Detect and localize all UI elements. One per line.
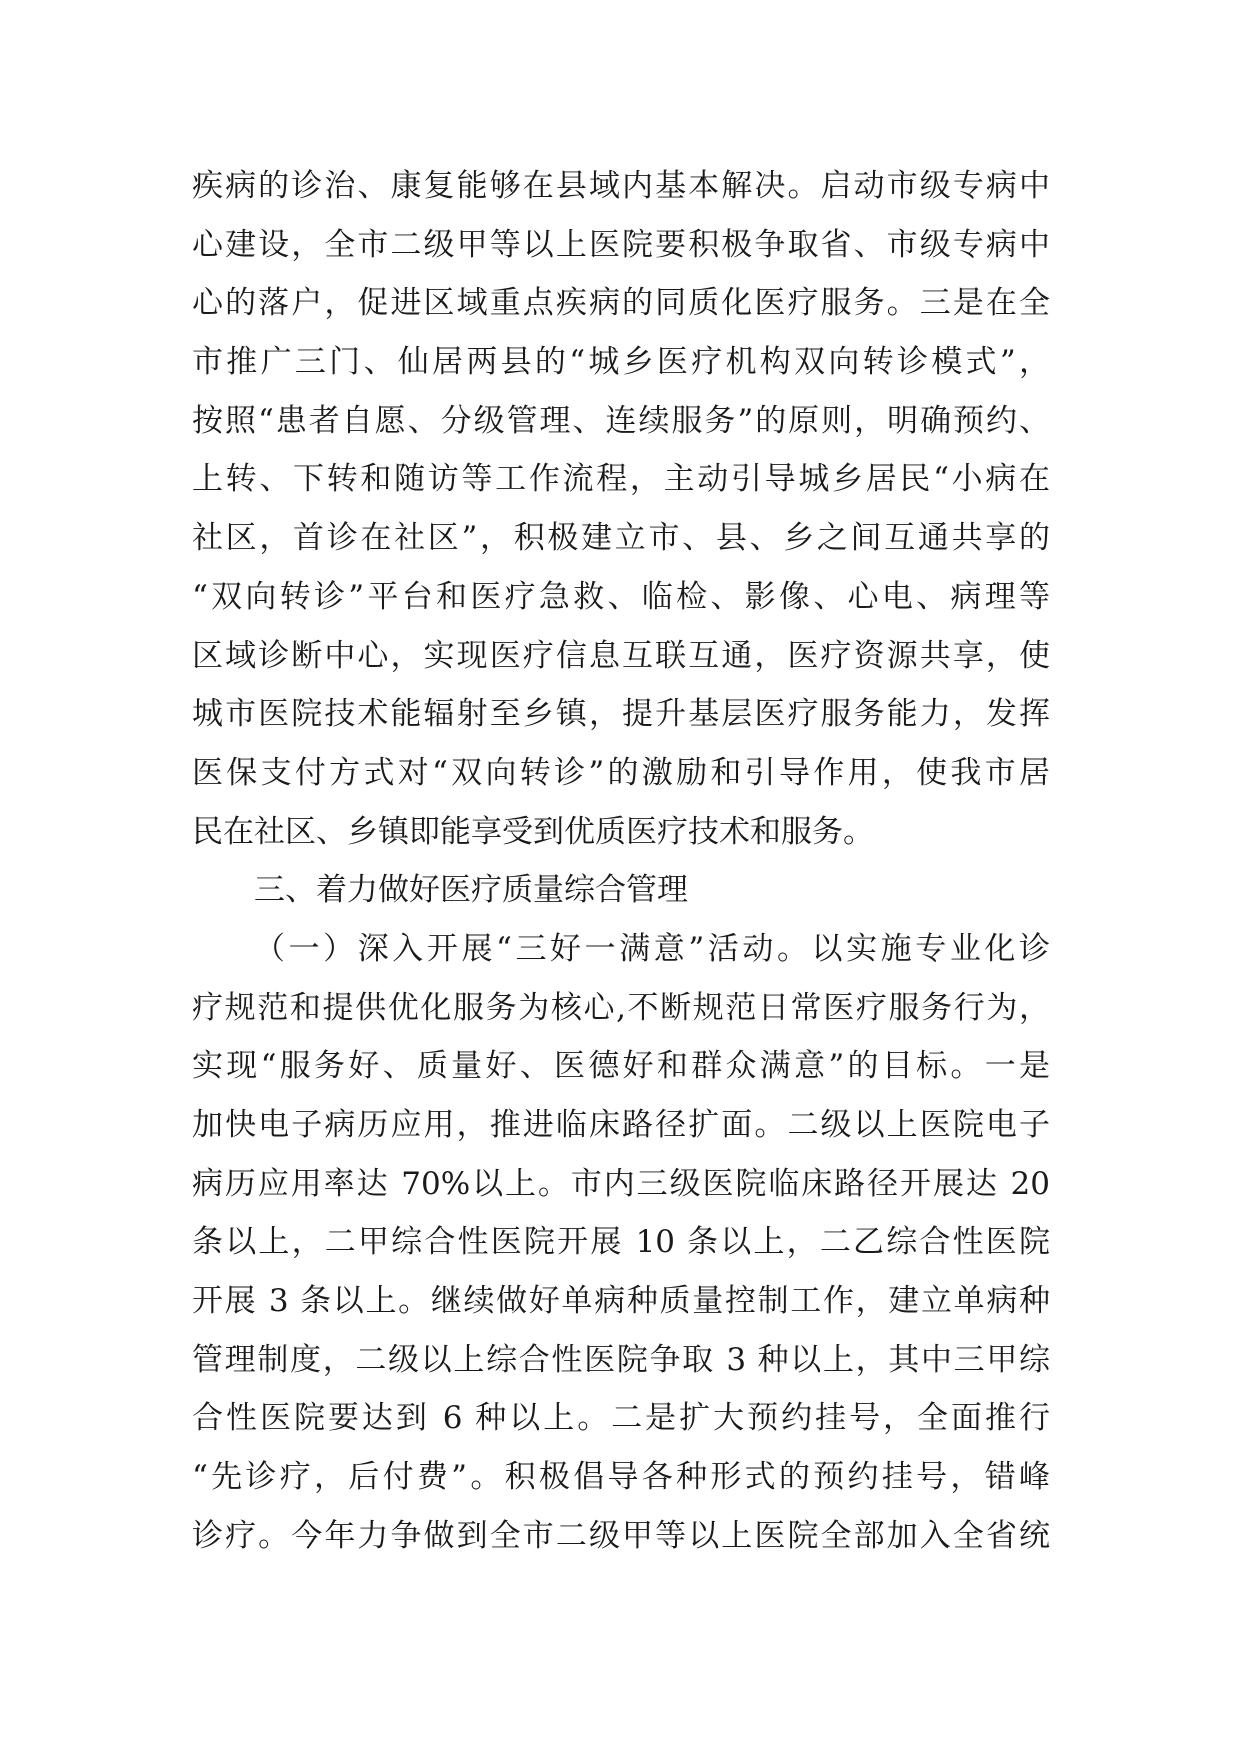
text-line: 三、着力做好医疗质量综合管理: [254, 872, 688, 909]
text-line: “先诊疗，后付费”。积极倡导各种形式的预约挂号，错峰: [192, 1459, 1050, 1496]
text-line: 疾病的诊治、康复能够在县域内基本解决。启动市级专病中: [192, 168, 1050, 204]
text-line: 条以上，二甲综合性医院开展 10 条以上，二乙综合性医院: [192, 1224, 1050, 1261]
text-line: 合性医院要达到 6 种以上。二是扩大预约挂号，全面推行: [192, 1400, 1050, 1437]
text-line: “双向转诊”平台和医疗急救、临检、影像、心电、病理等: [192, 578, 1050, 615]
body-text: [192, 157, 1050, 1566]
text-line: 心的落户，促进区域重点疾病的同质化医疗服务。三是在全: [192, 285, 1050, 322]
text-line: 实现“服务好、质量好、医德好和群众满意”的目标。一是: [192, 1048, 1050, 1085]
text-line: 民在社区、乡镇即能享受到优质医疗技术和服务。: [192, 813, 874, 850]
text-line: （一）深入开展“三好一满意”活动。以实施专业化诊: [254, 930, 1050, 967]
text-line: 按照“患者自愿、分级管理、连续服务”的原则，明确预约、: [192, 402, 1050, 439]
text-line: 诊疗。今年力争做到全市二级甲等以上医院全部加入全省统: [192, 1517, 1050, 1554]
text-line: 上转、下转和随访等工作流程，主动引导城乡居民“小病在: [192, 461, 1050, 498]
text-line: 加快电子病历应用，推进临床路径扩面。二级以上医院电子: [192, 1107, 1050, 1143]
text-line: 管理制度，二级以上综合性医院争取 3 种以上，其中三甲综: [192, 1341, 1050, 1378]
text-line: 区域诊断中心，实现医疗信息互联互通，医疗资源共享，使: [192, 637, 1050, 674]
text-line: 病历应用率达 70%以上。市内三级医院临床路径开展达 20: [192, 1165, 1050, 1202]
text-line: 市推广三门、仙居两县的“城乡医疗机构双向转诊模式”，: [192, 344, 1050, 381]
text-line: 心建设，全市二级甲等以上医院要积极争取省、市级专病中: [192, 226, 1050, 263]
text-line: 医保支付方式对“双向转诊”的激励和引导作用，使我市居: [192, 754, 1050, 791]
text-line: 社区，首诊在社区”，积极建立市、县、乡之间互通共享的: [192, 520, 1050, 557]
text-line: 开展 3 条以上。继续做好单病种质量控制工作，建立单病种: [192, 1283, 1050, 1320]
text-line: 疗规范和提供优化服务为核心,不断规范日常医疗服务行为，: [192, 989, 1050, 1026]
text-line: 城市医院技术能辐射至乡镇，提升基层医疗服务能力，发挥: [192, 696, 1050, 733]
